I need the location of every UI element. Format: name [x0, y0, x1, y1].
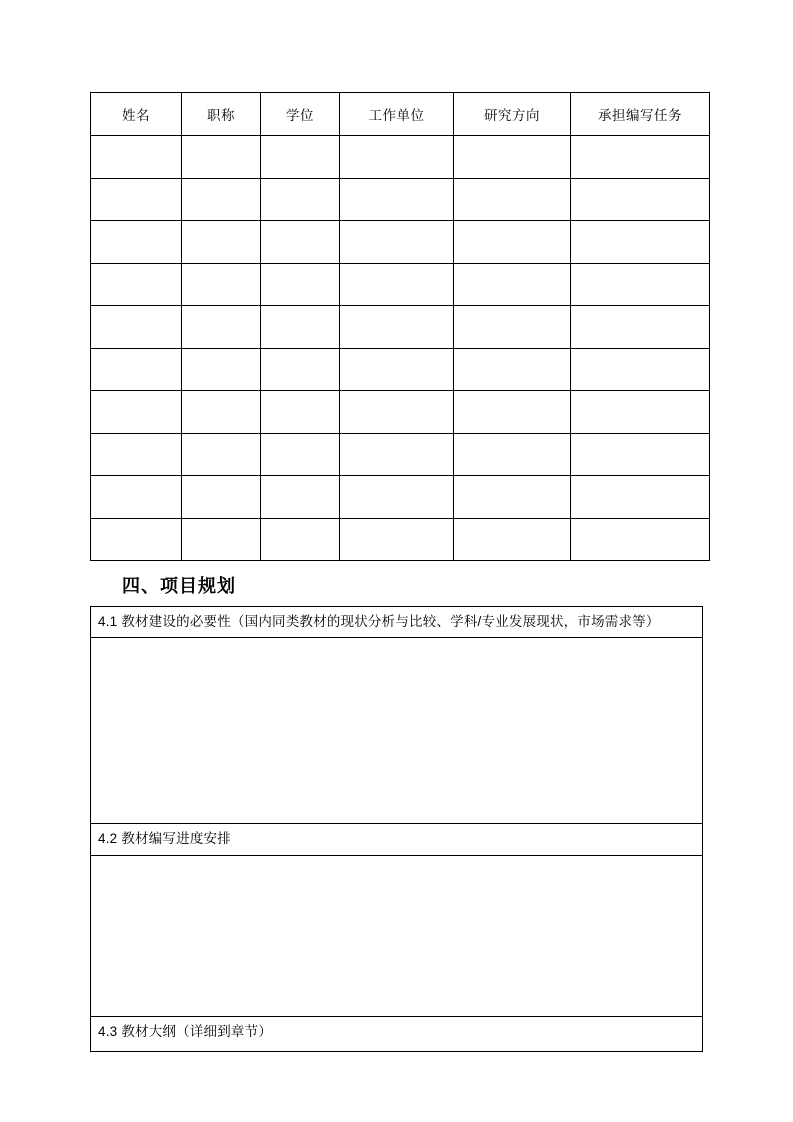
cell-task[interactable]	[571, 476, 710, 519]
cell-name[interactable]	[91, 221, 182, 264]
cell-task[interactable]	[571, 136, 710, 179]
plan-row-42-label	[91, 824, 703, 855]
cell-research[interactable]	[454, 348, 571, 391]
cell-research[interactable]	[454, 306, 571, 349]
cell-research[interactable]	[454, 178, 571, 221]
cell-unit[interactable]	[340, 391, 454, 434]
project-members-table	[90, 92, 710, 561]
cell-unit[interactable]	[340, 476, 454, 519]
cell-degree[interactable]	[261, 136, 340, 179]
section-heading-project-plan: 四、项目规划	[122, 576, 236, 596]
plan-label-42: 4.2 教材编写进度安排	[91, 824, 703, 855]
cell-title[interactable]	[182, 391, 261, 434]
table-row	[91, 263, 710, 306]
cell-title[interactable]	[182, 306, 261, 349]
table-header-row	[91, 93, 710, 136]
cell-task[interactable]	[571, 433, 710, 476]
table-row	[91, 391, 710, 434]
cell-degree[interactable]	[261, 476, 340, 519]
cell-name[interactable]	[91, 433, 182, 476]
cell-task[interactable]	[571, 348, 710, 391]
page-content	[90, 92, 703, 1052]
cell-name[interactable]	[91, 391, 182, 434]
cell-name[interactable]	[91, 178, 182, 221]
cell-unit[interactable]	[340, 221, 454, 264]
column-header-task: 承担编写任务	[571, 93, 710, 136]
cell-title[interactable]	[182, 433, 261, 476]
cell-task[interactable]	[571, 263, 710, 306]
cell-task[interactable]	[571, 391, 710, 434]
cell-unit[interactable]	[340, 178, 454, 221]
plan-row-41-label	[91, 607, 703, 638]
plan-row-42-answer	[91, 855, 703, 1016]
cell-name[interactable]	[91, 518, 182, 561]
cell-title[interactable]	[182, 178, 261, 221]
table-row	[91, 348, 710, 391]
cell-name[interactable]	[91, 348, 182, 391]
cell-degree[interactable]	[261, 221, 340, 264]
cell-name[interactable]	[91, 476, 182, 519]
cell-task[interactable]	[571, 221, 710, 264]
cell-name[interactable]	[91, 263, 182, 306]
column-header-degree: 学位	[261, 93, 340, 136]
plan-row-43-label	[91, 1016, 703, 1051]
cell-research[interactable]	[454, 221, 571, 264]
table-row	[91, 178, 710, 221]
cell-title[interactable]	[182, 263, 261, 306]
cell-task[interactable]	[571, 518, 710, 561]
table-row	[91, 518, 710, 561]
plan-answer-42[interactable]	[91, 855, 703, 1016]
cell-degree[interactable]	[261, 433, 340, 476]
column-header-name: 姓名	[91, 93, 182, 136]
cell-task[interactable]	[571, 178, 710, 221]
table-header	[91, 93, 710, 136]
cell-research[interactable]	[454, 391, 571, 434]
cell-title[interactable]	[182, 221, 261, 264]
cell-name[interactable]	[91, 136, 182, 179]
plan-answer-41[interactable]	[91, 638, 703, 824]
cell-degree[interactable]	[261, 518, 340, 561]
cell-unit[interactable]	[340, 306, 454, 349]
table-row	[91, 136, 710, 179]
cell-research[interactable]	[454, 263, 571, 306]
table-row	[91, 306, 710, 349]
table-row	[91, 476, 710, 519]
cell-task[interactable]	[571, 306, 710, 349]
cell-research[interactable]	[454, 433, 571, 476]
plan-table-body	[91, 607, 703, 1052]
cell-title[interactable]	[182, 476, 261, 519]
cell-unit[interactable]	[340, 348, 454, 391]
cell-degree[interactable]	[261, 391, 340, 434]
cell-degree[interactable]	[261, 306, 340, 349]
plan-row-41-answer	[91, 638, 703, 824]
table-row	[91, 221, 710, 264]
cell-degree[interactable]	[261, 263, 340, 306]
cell-research[interactable]	[454, 476, 571, 519]
cell-unit[interactable]	[340, 518, 454, 561]
cell-name[interactable]	[91, 306, 182, 349]
cell-degree[interactable]	[261, 348, 340, 391]
cell-unit[interactable]	[340, 263, 454, 306]
plan-label-41: 4.1 教材建设的必要性（国内同类教材的现状分析与比较、学科/专业发展现状，市场需求等）	[91, 607, 703, 638]
cell-unit[interactable]	[340, 433, 454, 476]
table-row	[91, 433, 710, 476]
cell-title[interactable]	[182, 518, 261, 561]
table-body	[91, 136, 710, 561]
column-header-title: 职称	[182, 93, 261, 136]
cell-degree[interactable]	[261, 178, 340, 221]
column-header-work-unit: 工作单位	[340, 93, 454, 136]
cell-title[interactable]	[182, 348, 261, 391]
plan-label-43: 4.3 教材大纲（详细到章节）	[91, 1016, 703, 1051]
column-header-research: 研究方向	[454, 93, 571, 136]
cell-research[interactable]	[454, 518, 571, 561]
cell-research[interactable]	[454, 136, 571, 179]
project-plan-table	[90, 606, 703, 1052]
cell-title[interactable]	[182, 136, 261, 179]
cell-unit[interactable]	[340, 136, 454, 179]
